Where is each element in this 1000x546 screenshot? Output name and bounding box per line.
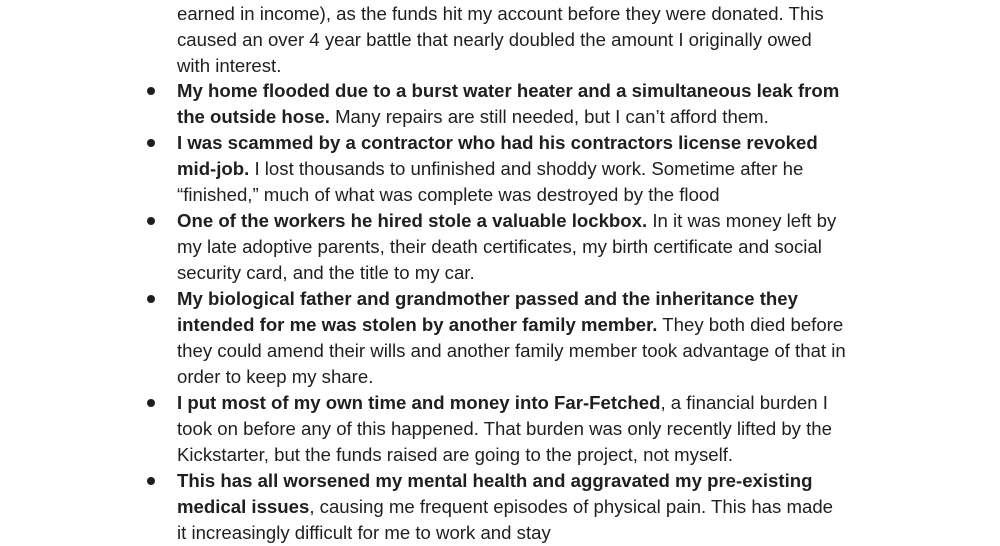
item-bold-text: This has all worsened my mental health and aggravated my pre-existing — [177, 470, 813, 491]
item-text: I lost thousands to unfinished and shoddy work. Sometime after he — [249, 158, 804, 179]
item-bold-text: One of the workers he hired stole a valuable lockbox. — [177, 210, 648, 231]
item-text: , causing me frequent episodes of physical pain. This has made — [309, 496, 833, 517]
bullet-icon — [147, 399, 155, 407]
item-text: , a financial burden I — [660, 392, 828, 413]
item-text: order to keep my share. — [177, 366, 374, 387]
bullet-icon — [147, 217, 155, 225]
bullet-icon — [147, 87, 155, 95]
item-text: “finished,” much of what was complete was destroyed by the flood — [177, 184, 720, 205]
list-item-home-flooded — [177, 78, 897, 130]
item-bold-text: I was scammed by a contractor who had his contractors license revoked — [177, 132, 818, 153]
intro-line: with interest. — [177, 55, 282, 76]
item-bold-text: medical issues — [177, 496, 310, 517]
bullet-icon — [147, 139, 155, 147]
item-bold-text: My home flooded due to a burst water heater and a simultaneous leak from — [177, 80, 840, 101]
list-item-inheritance-stolen — [177, 286, 897, 390]
list-item-mental-health — [177, 468, 897, 546]
intro-paragraph — [177, 1, 897, 79]
item-bold-text: mid-job. — [177, 158, 250, 179]
item-text: Many repairs are still needed, but I can’t afford them. — [329, 106, 769, 127]
bullet-icon — [147, 477, 155, 485]
item-text: They both died before — [657, 314, 844, 335]
list-item-contractor-scam — [177, 130, 897, 208]
intro-line: earned in income), as the funds hit my account before they were donated. This — [177, 3, 824, 24]
item-text: took on before any of this happened. That burden was only recently lifted by the — [177, 418, 832, 439]
item-text: my late adoptive parents, their death certificates, my birth certificate and social — [177, 236, 822, 257]
item-text: it increasingly difficult for me to work and stay — [177, 522, 551, 543]
item-bold-text: I put most of my own time and money into Far-Fetched — [177, 392, 661, 413]
item-text: Kickstarter, but the funds raised are going to the project, not myself. — [177, 444, 734, 465]
item-text: they could amend their wills and another family member took advantage of that in — [177, 340, 846, 361]
item-bold-text: intended for me was stolen by another family member. — [177, 314, 658, 335]
item-text: security card, and the title to my car. — [177, 262, 475, 283]
item-text: In it was money left by — [647, 210, 837, 231]
bullet-icon — [147, 295, 155, 303]
item-bold-text: My biological father and grandmother passed and the inheritance they — [177, 288, 798, 309]
list-item-far-fetched — [177, 390, 897, 468]
intro-line: caused an over 4 year battle that nearly doubled the amount I originally owed — [177, 29, 812, 50]
item-bold-text: the outside hose. — [177, 106, 330, 127]
list-item-lockbox-stolen — [177, 208, 897, 286]
